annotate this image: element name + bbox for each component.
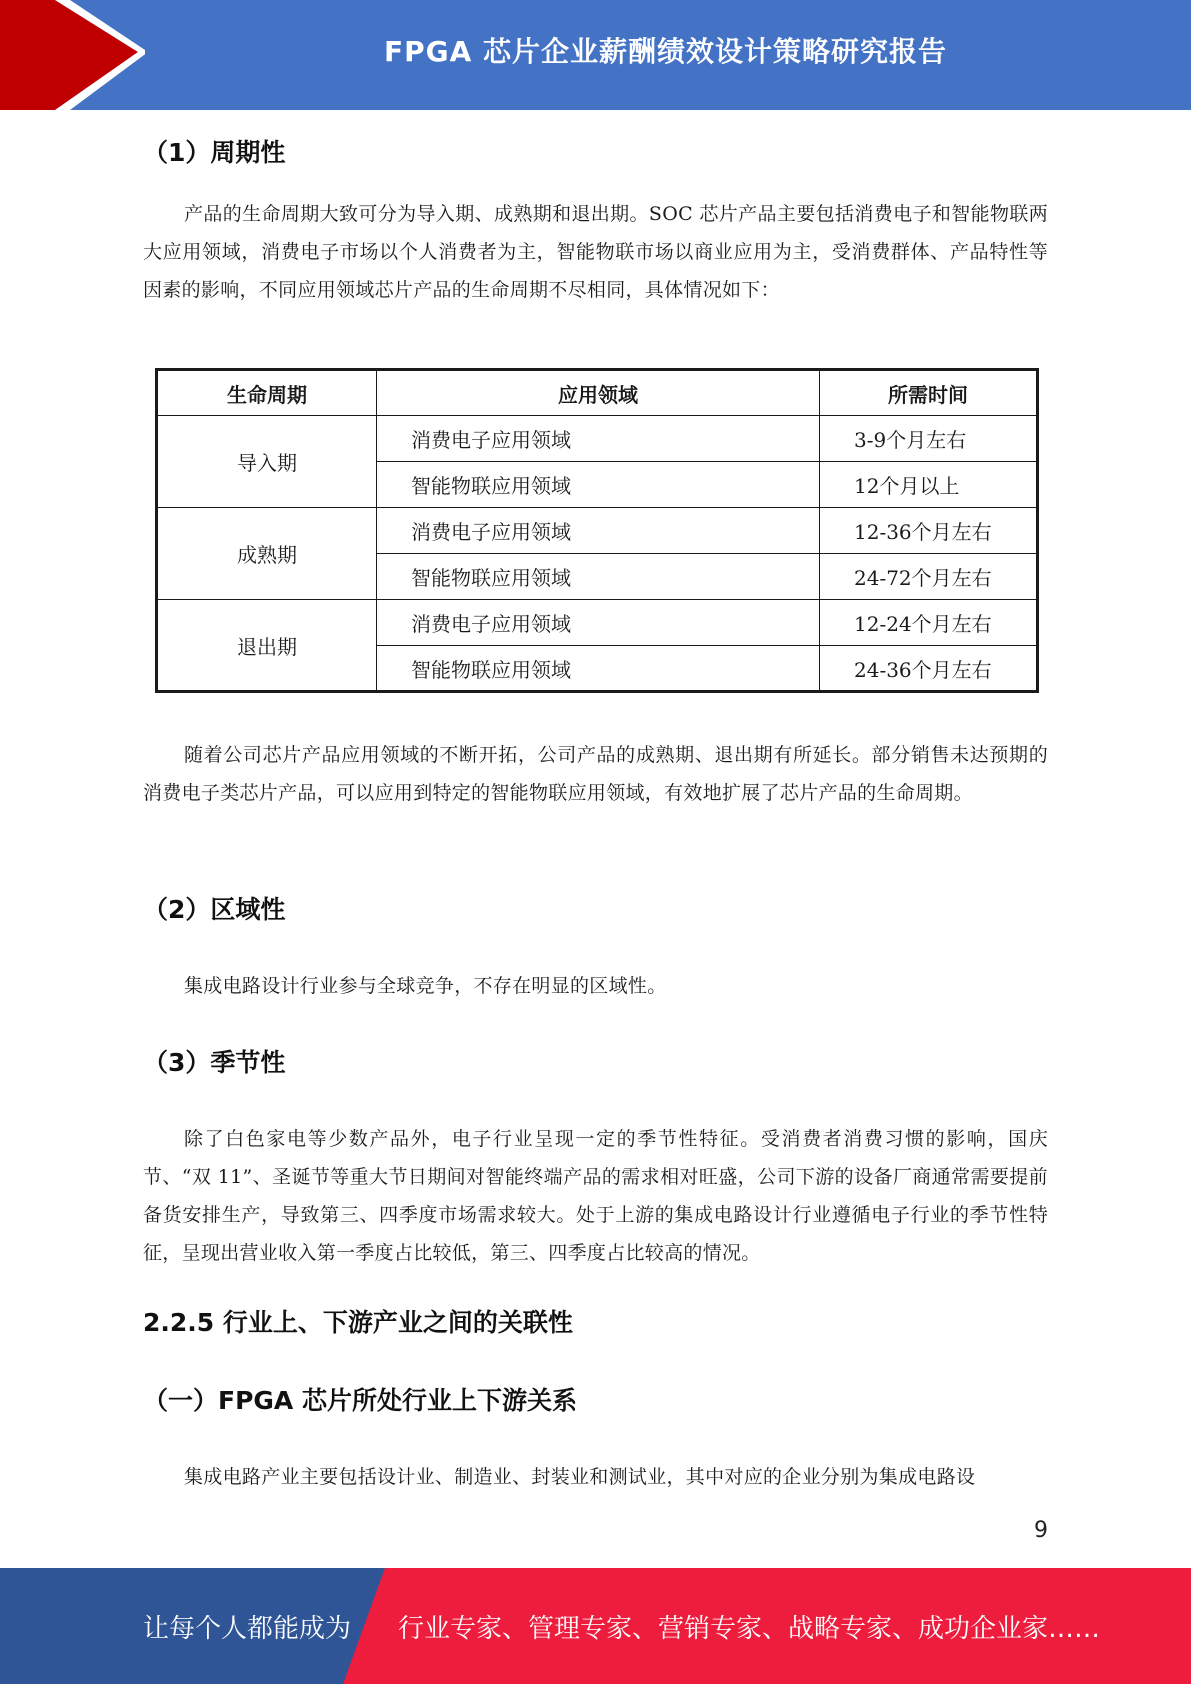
paragraph-region: 集成电路设计行业参与全球竞争，不存在明显的区域性。	[184, 975, 667, 997]
stage-cell: 导入期	[157, 416, 377, 508]
document-title: FPGA 芯片企业薪酬绩效设计策略研究报告	[383, 35, 948, 68]
table-row	[157, 600, 1038, 646]
domain-cell: 消费电子应用领域	[377, 416, 820, 462]
domain-cell: 智能物联应用领域	[377, 646, 820, 692]
table-row	[157, 416, 1038, 462]
table-header-stage: 生命周期	[157, 370, 377, 416]
domain-cell: 消费电子应用领域	[377, 508, 820, 554]
domain-cell: 消费电子应用领域	[377, 600, 820, 646]
time-cell: 12个月以上	[820, 462, 1038, 508]
domain-cell: 智能物联应用领域	[377, 462, 820, 508]
time-cell: 24-72个月左右	[820, 554, 1038, 600]
heading-industry-chain: 2.2.5 行业上、下游产业之间的关联性	[143, 1308, 573, 1337]
table-row	[157, 508, 1038, 554]
page-footer	[0, 1568, 1191, 1684]
stage-cell: 退出期	[157, 600, 377, 692]
lifecycle-table	[155, 368, 1039, 693]
footer-slogan-left: 让每个人都能成为	[143, 1613, 352, 1644]
heading-cycle: （1）周期性	[143, 138, 286, 167]
footer-slogan-right: 行业专家、管理专家、营销专家、战略专家、成功企业家……	[398, 1613, 1101, 1644]
stage-cell: 成熟期	[157, 508, 377, 600]
paragraph-season: 除了白色家电等少数产品外，电子行业呈现一定的季节性特征。受消费者消费习惯的影响，国庆节、“双 11”、圣诞节等重大节日期间对智能终端产品的需求相对旺盛，公司下游的设备厂商通常需要提前备货安排生产，导致第三、四季度市场需求较大。处于上游的集成电路设计行业遵循电子行业的季节性特征，呈现出营业收入第一季度占比较低，第三、四季度占比较高的情况。	[143, 1128, 1048, 1264]
paragraph-cycle-intro: 产品的生命周期大致可分为导入期、成熟期和退出期。SOC 芯片产品主要包括消费电子和智能物联两大应用领域，消费电子市场以个人消费者为主，智能物联市场以商业应用为主，受消费群体、产品特性等因素的影响，不同应用领域芯片产品的生命周期不尽相同，具体情况如下：	[143, 203, 1048, 301]
heading-region: （2）区域性	[143, 895, 286, 924]
time-cell: 24-36个月左右	[820, 646, 1038, 692]
time-cell: 12-24个月左右	[820, 600, 1038, 646]
paragraph-chain: 集成电路产业主要包括设计业、制造业、封装业和测试业，其中对应的企业分别为集成电路设	[184, 1466, 976, 1488]
heading-season: （3）季节性	[143, 1048, 286, 1077]
table-header-time: 所需时间	[820, 370, 1038, 416]
header-chevron-decoration	[0, 0, 145, 110]
paragraph-cycle-extension: 随着公司芯片产品应用领域的不断开拓，公司产品的成熟期、退出期有所延长。部分销售未达预期的消费电子类芯片产品，可以应用到特定的智能物联应用领域，有效地扩展了芯片产品的生命周期。	[143, 744, 1048, 804]
domain-cell: 智能物联应用领域	[377, 554, 820, 600]
time-cell: 3-9个月左右	[820, 416, 1038, 462]
table-header-domain: 应用领域	[377, 370, 820, 416]
page-number: 9	[1034, 1518, 1048, 1543]
page-header	[0, 0, 1191, 110]
table-header-row	[157, 370, 1038, 416]
time-cell: 12-36个月左右	[820, 508, 1038, 554]
subheading-fpga-chain: （一）FPGA 芯片所处行业上下游关系	[143, 1386, 577, 1415]
